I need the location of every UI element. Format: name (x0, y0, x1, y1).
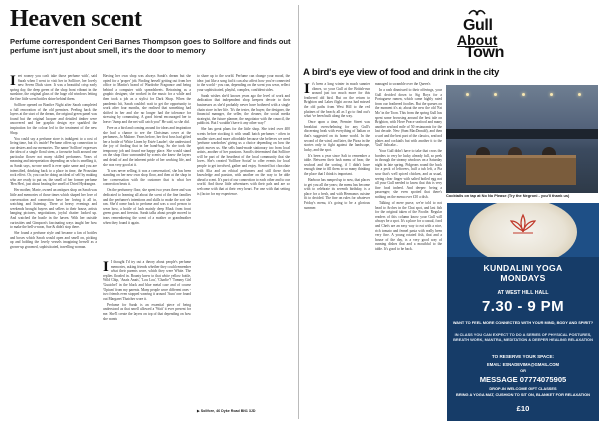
logo-word-about: About (457, 32, 498, 48)
page-divider (298, 5, 299, 419)
lamp (522, 93, 525, 96)
memory-section (103, 260, 191, 420)
bar-awning (446, 129, 598, 139)
ad-time: 7.30 - 9 PM (482, 298, 564, 315)
ad-title (447, 263, 599, 283)
photo-caption: Cocktails on tap at No No Please (Try the Negroni - you'll thank us) (446, 193, 570, 198)
paragraph: On the perfumery floor, she spent two years there and was dedicated to learning all about the scent of the fine families and the perfumer's intentions and skills to make the sort she ran. She'd come back to perfume and was a cool person to wear how, a bottle of lush mainly deep Musk from front green grass and freesias. Sarah talks about people moved to tears remembering the scent of a mother or grandmother when they found it again. (103, 188, 191, 225)
dropcap-2: I (103, 260, 109, 275)
food-column-title: A bird's eye view of food and drink in the city (303, 67, 500, 78)
paragraph: Your Gull didn't have to take that cross the borders to very be lucky already full, so peek in through the steamy windows on a Saturday night in late spring. Pidgeons round the back for a peck of leftovers, half a tub left, a Pia sour that's well spiced chicken, and as usual, seeing clear finger with salted boiled egg not all your Gull needed to know that this is very fine food indeed. And deeper: being a passenger; she even spotted that there's nothing on the menu over £10 a dish. (375, 149, 442, 200)
venue-address: Sollfore, 46 Dyke Road BN1 3JD (200, 409, 256, 413)
bar-photo (446, 85, 598, 193)
lamp (466, 93, 469, 96)
paragraph: Sollfore opened on Bonfire Night after Sarah completed a full renovation of the old premises. Peeling back the layers at the start of the dream, the original green panel was found but the original lacquer and detailed timber were uncovered and her graphic design eye sparkled the inspiration for the colour led to the treatment of the new Shop. (10, 102, 97, 135)
ad-or: OR (520, 368, 526, 373)
paragraph: eet rooney you can't take those perfume with', said Sarah when I went to visit her in Sollfore, her lovely new Seven Dials store. It was a beautiful crisp early spring day, the deep green of the shop front vibrant in the sunshine, the original glass of the huge old windows letting the fine little scent bottles shine behind them. (10, 74, 97, 101)
ad-email[interactable]: EMAIL: ESNADEVIMA@GMAIL.COM (486, 362, 559, 367)
paragraph: Free as a bird and coming around for ideas and inspiration she had a chance to see the Christmas cover at the perfumers, Jo Malone. Years before, her first boss had gifted her a bottle of White Linen by Estée Lauder'; she understood the joy of finding that in her hand-bag. So she took the temporary job and found me happy place. She would stand on the shop floor surrounded by scents she knew the layers and detail of and the inherent pride of her working life, and she was very good at it. (103, 125, 191, 167)
lamp (494, 93, 497, 96)
arrow-icon: ▶ (197, 409, 200, 413)
paragraph: Perfume for Sarah is an essential piece of being understood as that smell allowed a 'Wait' it ever present for me. She'll create the layers on top of that depending on how she wants (103, 302, 191, 321)
paragraph: Once upon a time, Premier Street was breakfast overwhelming for any Gull's discerning beak with everything of Italian or that's suggested on its home world. In the second of the wind, and later, the Pizza in the stories only to fight against the landscape, lucky, and the spot. (304, 120, 370, 152)
logo-word-gull: Gull (463, 17, 493, 34)
gull-about-town-logo (441, 5, 531, 61)
logo-word-town: Town (465, 44, 504, 61)
paragraph: Sarah wishes she'd known years ago the level of work and dedication that independent shop keepers devote to their businesses as she'd probably never have bothered with a single chain store in her life. 'It's the tester, the buyer, the designer, the financial manager, the seller, the cleaner, the social media strategist, the future planner, the negotiator with the council, the publicist. But I wouldn't have it any other way!' (197, 93, 290, 126)
lotus-icon (507, 213, 539, 235)
venue-credit (197, 409, 256, 413)
ad-description: IN CLASS YOU CAN EXPECT TO DO A SERIES OF PHYSICAL POSTURES, BREATH WORK, MANTRA, MEDITATION & DEEPER HEALING RELAXATION (453, 332, 593, 342)
standfirst: Perfume correspondent Ceri Barnes Thompson goes to Sollfore and finds out perfume isn't just about smell, it's the door to memory (10, 37, 291, 56)
paragraph: t's been a long winter in much sunnier climes, so your Gull at the British-run around just too much more for this feathered old bird. But on the return to Brighton and Lakes flight across had missed the old paths from West Hill to the red plutines of the beach; all as I go to find out's what 've been built along the way. (304, 82, 370, 119)
ad-price: £10 (516, 404, 530, 413)
lamp (550, 93, 553, 96)
paragraph: It's been a year since Salt to remember a table. Between their lush menu of bear, the seafood and the sorting, if I didn't have enough time to fill them to so many thinking the place that I think is important. (304, 153, 370, 177)
ad-phone[interactable]: MESSAGE 07774075905 (479, 375, 567, 384)
paragraph: I thought I'd try out a theory about people's perfume memories, asking friends whether they could remember what their parents wore, which they were White. The replies flooded in. Bounty knew to that white yellow bottle, Wild Chip, 'Anaïs Anaïs', 'Lou Lou', 'Charlie'? 'Tommy Girl 'Guaichel' in the black and blue metal case and of course 'Opium' from my parents. Many people wore different ones - two friends even stopped wearing it around 'Aura' one found out Margaret Thatcher wore it. (103, 260, 191, 301)
paragraph: She found a perfume style and became a fan of bottles and boxes which Sarah would open and smell on, picking up and holding the lovely vessels imagining herself as a grown-up groomed, sophisticated, travelling woman. (10, 231, 97, 249)
dropcap: I (10, 74, 16, 89)
paragraph: 'It was never selling, it was a conversation', she has been standing on her new own shop floor, and then at the shop in her conversation with the customer that is what her connection beats it. (103, 168, 191, 187)
dropcap-food: I (304, 82, 310, 97)
paragraph: Talking of mere purse, we're told to not head to Arches in the Chat spot, and last fish for the original taken of the Foodie. Regular readers of this column know your Gull will always be a spot. It's a place for a casual, food and Chefs are an easy way to eat with a nice, rich tomato and fennel pasta with really been very fine. A young rotated fish, that and a house of the day, is a very good way of running dishes that and a mouthful to the table. It's good to be back. (375, 201, 442, 251)
paragraph: Having her own shop was always Sarah's dream but she opted for a 'proper' job. Finding herself getting out from her office to Martin's brand of Wardrobe Fragrance and being behind a computer with spreadsheets. Retraining as a graphic designer, she worked in the music for a while and then took a job as a stylist for Dark Shop. When the pandemic hit, Sarah couldn't wait to get the opportunity to work after four months, she realised that something had shifted in her and she no longer had the tolerance for stressing by commuting. A good friend encouraged her to leave: 'Jump and the net will catch you!' He said, so she did. (103, 74, 191, 124)
paragraph: You could say a perfume store is indulgent to a cost of living time, but it's inside! Perfume offers up connection to our desires and our memories. The name 'Sollfore' expresses the idea of a single floral stem, a favourite built around one particular flower not many skilled perfumers. Years of meaning and interpretation depending on who is smelling it, as Sarah says, no-one smell is ever quite same and you are intensified, drinking back to a place in time, the Proustian rock effect. Or, you can be doing an ideal of self by making who are ready to put on, the smell of her former perfume 'Hen Hen', just about beating the smell of Dried Hydrangea. (10, 136, 97, 187)
ad-note: BRING A YOGA MAT, CUSHION TO SIT ON, BLANKET FOR RELAXATION (456, 392, 590, 397)
ad-reserve: TO RESERVE YOUR SPACE: (491, 354, 555, 359)
ad-intro: WANT TO FEEL MORE CONNECTED WITH YOUR MIND, BODY AND SPIRIT? (452, 320, 594, 325)
ad-title-line1: KUNDALINI YOGA (483, 263, 563, 273)
lamp (578, 93, 581, 96)
food-column-2 (375, 82, 442, 420)
headline: Heaven scent (10, 6, 142, 32)
ad-venue: AT WEST HILL HALL (497, 290, 549, 296)
kundalini-yoga-ad (447, 203, 599, 421)
left-column-3 (197, 74, 290, 406)
paragraph: In a rash dismissed to their offerings, your Gull decided down to Sig Boys for a Portuguese ramen, which came highly rated from our feathered foodies. But the queues on the moment it's at; about the new the old 'Fat Mo' in the Toon. This from the spring Gull has spent some browsing around the best tale on Brighton, with Hove Peace seafood and many another seafood mile of 50 restaurants for the last decade. New (Sam MacDonald), and then a surf and the best part of the classics, seafood plates and cocktails but with another it to the 'Gull' fishcake... (375, 87, 442, 148)
paragraph: to share up to the world. Perfume can change your mood, the idea: just like a song fad it can also affect how you're connected to the world - you can, depending on the scent you wear, reflect your sophisticated, playful, complex, confident sides. (197, 74, 290, 92)
food-column-1 (304, 82, 370, 420)
bar-counter (466, 155, 576, 185)
left-column-1 (10, 74, 97, 419)
left-column-2 (103, 74, 191, 258)
paragraph: Her mother, Marie, owned an antiques shop on Sarah was little and memories of those times which shaped her love of conversation and connection have her loving it all in, watching and listening. There at heavy evenings and weekends brought buyers and sellers to their house, artists hanging pictures, negotiations, joyful chatter looked up. And watched the bustle in the haven. With her outside curiosities and Gimpson's fascinating ways taught her how to make the bell-a-noon, Sue & didn't stop there. (10, 188, 97, 230)
paragraph: She has great plans for the little shop. She tried over 400 scents before stocking it with small batch perfumes - often in smaller sizes and more affordable because she believes we need 'perfume wardrobes' giving us a choice depending on how the spirit moves us. She sells hand-made stationary too from local artists, another of her passions. Sarah's determined that Sollfore will be part of the heartbeat of the local community that she loves. She's created 'Sollfore Social' to offer events for local people to get involved, gather and enjoy. Scented hot chocolate with Alia and an ethical perfumers and still these their knowledge and passion, with another on the way to be able ahead a scent. It's part of our connection to each other and to our world. And those little adventures with their pals and are so welcome with that at their very heart. For one with that setting is (factor for my experience. (197, 127, 290, 196)
ad-dropin: DROP-IN WELCOME GIFT CLASSES (489, 386, 557, 391)
paragraph: Harbour has ramped up to now, that places to get you all the years; the menu has become with to celebrate its seventh birthday, is a place for a fresh, and with Hermanos cuisine fit to decided. The fine on rules for whatever Friday's menu, it's going to be a glorious summer. (304, 178, 370, 210)
ad-title-line2: MONDAYS (500, 273, 546, 283)
paragraph: managed to scramble over the Queen's (375, 82, 431, 86)
